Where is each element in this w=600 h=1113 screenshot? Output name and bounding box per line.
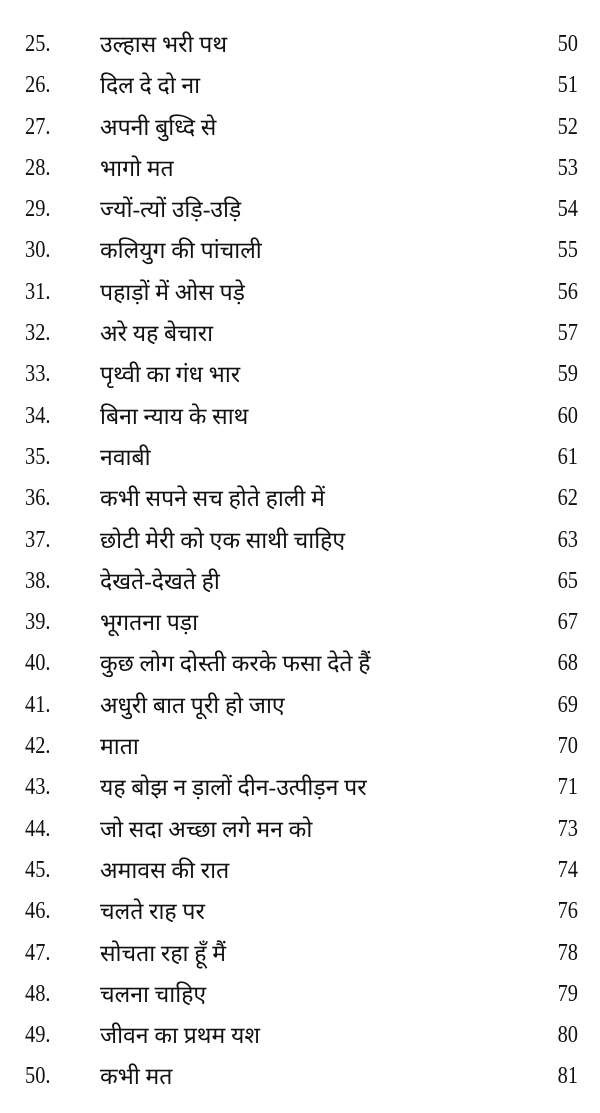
toc-entry — [0, 396, 600, 437]
toc-entry — [0, 478, 600, 519]
entry-page-number: 80 — [557, 1022, 578, 1049]
toc-entry — [0, 726, 600, 767]
toc-entry — [0, 767, 600, 808]
toc-entry — [0, 272, 600, 313]
entry-title: बिना न्याय के साथ — [100, 403, 249, 429]
entry-page-number: 60 — [557, 402, 578, 429]
entry-number: 37. — [25, 526, 51, 553]
entry-title: अरे यह बेचारा — [100, 321, 214, 347]
entry-title: दिल दे दो ना — [100, 73, 201, 99]
entry-page-number: 62 — [557, 485, 578, 512]
entry-title: अधुरी बात पूरी हो जाए — [100, 692, 285, 718]
entry-title: अपनी बुध्दि से — [100, 114, 217, 140]
entry-title: माता — [100, 734, 139, 760]
entry-page-number: 68 — [557, 650, 578, 677]
toc-entry — [0, 148, 600, 189]
toc-entry — [0, 24, 600, 65]
toc-entry — [0, 520, 600, 561]
entry-page-number: 65 — [557, 567, 578, 594]
entry-number: 48. — [25, 980, 51, 1007]
entry-number: 43. — [25, 774, 51, 801]
entry-page-number: 70 — [557, 733, 578, 760]
entry-number: 44. — [25, 815, 51, 842]
table-of-contents — [0, 24, 600, 1098]
entry-page-number: 50 — [557, 31, 578, 57]
entry-title: यह बोझ न ड़ालों दीन-उत्पीड़न पर — [100, 775, 367, 801]
entry-title: चलना चाहिए — [100, 981, 207, 1007]
entry-title: सोचता रहा हूँ मैं — [100, 940, 226, 966]
entry-page-number: 63 — [557, 526, 578, 553]
toc-entry — [0, 189, 600, 230]
entry-number: 25. — [25, 31, 51, 57]
entry-page-number: 81 — [557, 1063, 578, 1090]
entry-number: 38. — [25, 567, 51, 594]
entry-number: 45. — [25, 856, 51, 883]
entry-title: कुछ लोग दोस्ती करके फसा देते हैं — [100, 651, 371, 677]
toc-entry — [0, 685, 600, 726]
toc-entry — [0, 933, 600, 974]
entry-number: 26. — [25, 72, 51, 99]
entry-number: 47. — [25, 939, 51, 966]
entry-page-number: 79 — [557, 980, 578, 1007]
entry-number: 31. — [25, 278, 51, 305]
entry-number: 34. — [25, 402, 51, 429]
entry-number: 28. — [25, 154, 51, 181]
entry-page-number: 67 — [557, 609, 578, 636]
toc-entry — [0, 65, 600, 106]
entry-title: जीवन का प्रथम यश — [100, 1023, 260, 1049]
entry-title: अमावस की रात — [100, 857, 230, 883]
toc-entry — [0, 1015, 600, 1056]
entry-page-number: 76 — [557, 898, 578, 925]
toc-entry — [0, 354, 600, 395]
entry-title: पृथ्वी का गंध भार — [100, 362, 241, 388]
toc-entry — [0, 891, 600, 932]
toc-entry — [0, 437, 600, 478]
entry-page-number: 55 — [557, 237, 578, 264]
entry-page-number: 61 — [557, 443, 578, 470]
entry-title: कभी सपने सच होते हाली में — [100, 486, 325, 512]
entry-number: 41. — [25, 691, 51, 718]
toc-entry — [0, 1056, 600, 1097]
entry-page-number: 73 — [557, 815, 578, 842]
entry-title: भूगतना पड़ा — [100, 610, 199, 636]
toc-entry — [0, 561, 600, 602]
toc-entry — [0, 313, 600, 354]
entry-number: 42. — [25, 733, 51, 760]
entry-title: देखते-देखते ही — [100, 568, 220, 594]
entry-title: कलियुग की पांचाली — [100, 238, 262, 264]
entry-number: 35. — [25, 443, 51, 470]
entry-page-number: 78 — [557, 939, 578, 966]
entry-page-number: 69 — [557, 691, 578, 718]
entry-page-number: 57 — [557, 320, 578, 347]
entry-page-number: 51 — [557, 72, 578, 99]
entry-number: 40. — [25, 650, 51, 677]
entry-page-number: 52 — [557, 113, 578, 140]
entry-number: 46. — [25, 898, 51, 925]
entry-number: 33. — [25, 361, 51, 388]
entry-title: पहाड़ों में ओस पड़े — [100, 279, 245, 305]
entry-title: ज्यों-त्यों उड़ि-उड़ि — [100, 197, 242, 223]
entry-page-number: 74 — [557, 856, 578, 883]
toc-entry — [0, 850, 600, 891]
entry-title: कभी मत — [100, 1064, 173, 1090]
entry-title: उल्हास भरी पथ — [100, 32, 228, 57]
entry-page-number: 54 — [557, 196, 578, 223]
toc-entry — [0, 107, 600, 148]
toc-entry — [0, 974, 600, 1015]
entry-page-number: 71 — [557, 774, 578, 801]
entry-title: भागो मत — [100, 155, 174, 181]
entry-title: छोटी मेरी को एक साथी चाहिए — [100, 527, 346, 553]
entry-number: 36. — [25, 485, 51, 512]
entry-title: चलते राह पर — [100, 899, 205, 925]
toc-entry — [0, 230, 600, 271]
entry-number: 30. — [25, 237, 51, 264]
entry-title: नवाबी — [100, 444, 151, 470]
entry-title: जो सदा अच्छा लगे मन को — [100, 816, 313, 842]
entry-page-number: 59 — [557, 361, 578, 388]
entry-number: 32. — [25, 320, 51, 347]
toc-entry — [0, 602, 600, 643]
toc-entry — [0, 643, 600, 684]
entry-page-number: 56 — [557, 278, 578, 305]
entry-number: 49. — [25, 1022, 51, 1049]
entry-page-number: 53 — [557, 154, 578, 181]
entry-number: 39. — [25, 609, 51, 636]
entry-number: 29. — [25, 196, 51, 223]
entry-number: 50. — [25, 1063, 51, 1090]
toc-entry — [0, 809, 600, 850]
entry-number: 27. — [25, 113, 51, 140]
